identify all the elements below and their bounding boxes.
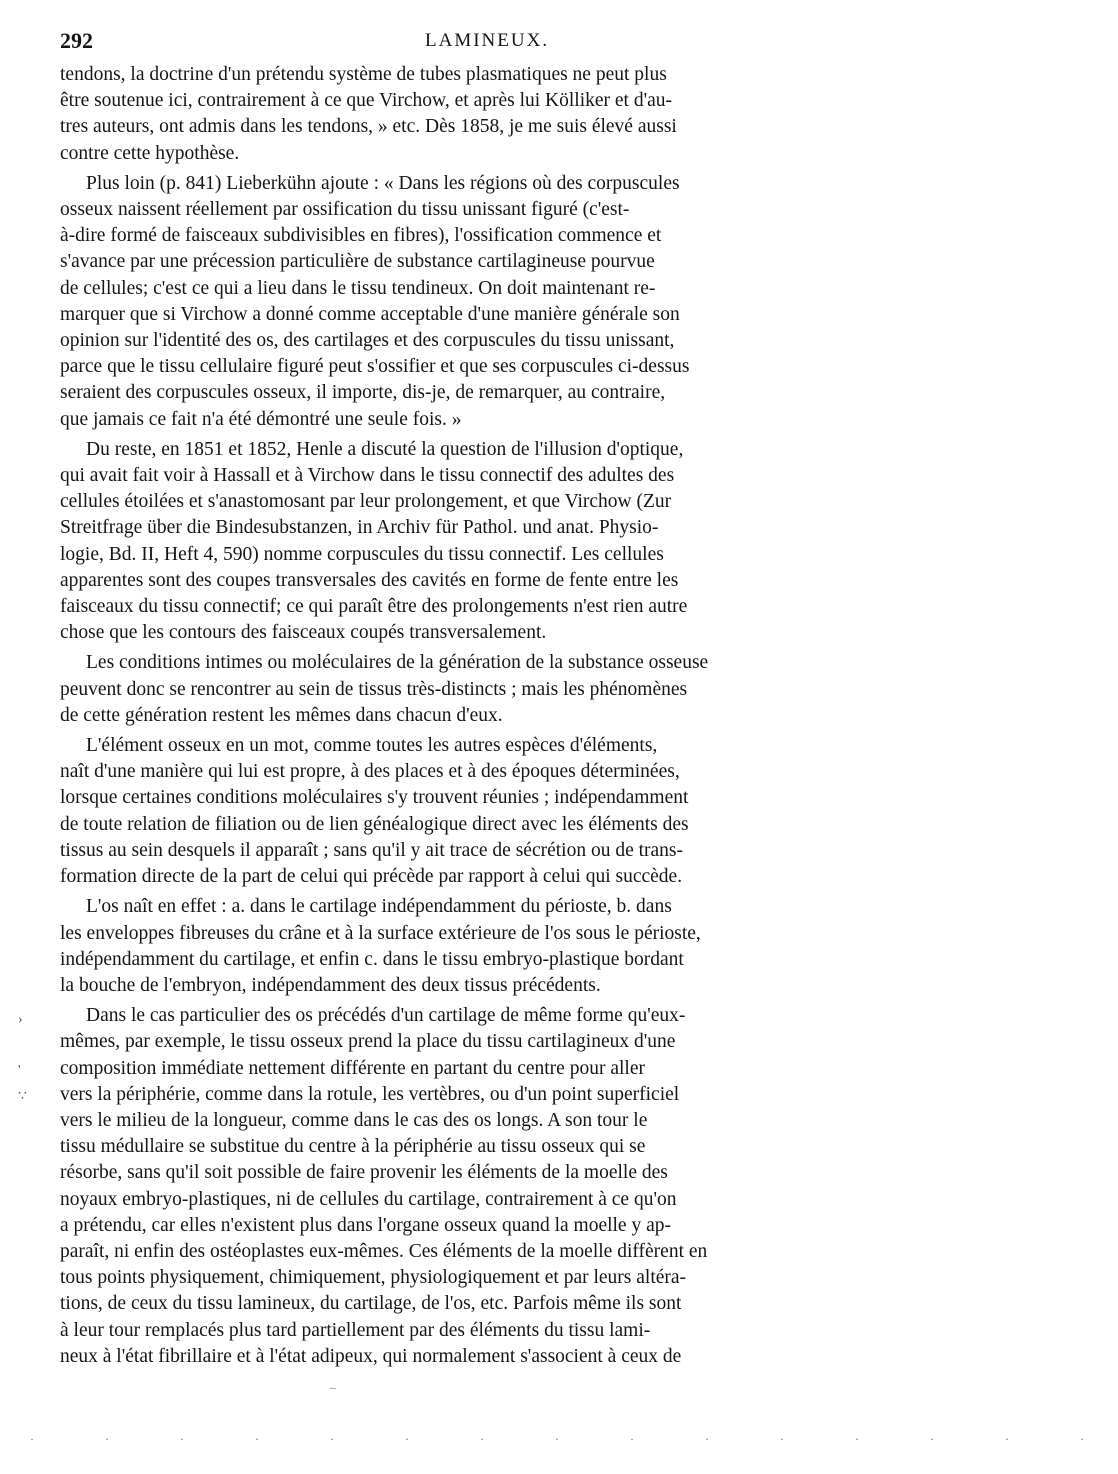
text-line: opinion sur l'identité des os, des cartilages et des corpuscules du tissu unissant,: [60, 330, 675, 352]
text-line: la bouche de l'embryon, indépendamment des deux tissus précédents.: [60, 974, 601, 996]
text-line: mêmes, par exemple, le tissu osseux prend la place du tissu cartilagineux d'une: [60, 1031, 676, 1053]
text-line: vers la périphérie, comme dans la rotule, les vertèbres, ou d'un point superficiel: [60, 1083, 680, 1105]
text-line: paraît, ni enfin des ostéoplastes eux-mêmes. Ces éléments de la moelle diffèrent en: [60, 1240, 708, 1262]
margin-mark: ': [18, 1063, 21, 1078]
text-line: Du reste, en 1851 et 1852, Henle a discuté la question de l'illusion d'optique,: [86, 438, 684, 460]
text-line: à leur tour remplacés plus tard partiellement par des éléments du tissu lami-: [60, 1319, 651, 1341]
text-line: indépendamment du cartilage, et enfin c. dans le tissu embryo-plastique bordant: [60, 948, 684, 970]
text-line: s'avance par une précession particulière de substance cartilagineuse pourvue: [60, 251, 655, 273]
paragraph: [60, 733, 780, 890]
text-line: tissu médullaire se substitue du centre à la périphérie au tissu osseux qui se: [60, 1136, 646, 1158]
text-line: lorsque certaines conditions moléculaires s'y trouvent réunies ; indépendamment: [60, 787, 689, 809]
paragraph: [60, 62, 780, 167]
paragraph: [60, 171, 780, 433]
text-line: tous points physiquement, chimiquement, physiologiquement et par leurs altéra-: [60, 1267, 687, 1289]
text-line: les enveloppes fibreuses du crâne et à la surface extérieure de l'os sous le périoste,: [60, 922, 701, 944]
page-number: 292: [60, 28, 93, 53]
text-line: de cellules; c'est ce qui a lieu dans le tissu tendineux. On doit maintenant re-: [60, 277, 656, 299]
text-line: logie, Bd. II, Heft 4, 590) nomme corpuscules du tissu connectif. Les cellules: [60, 543, 664, 565]
text-line: faisceaux du tissu connectif; ce qui paraît être des prolongements n'est rien autre: [60, 596, 688, 618]
paragraph: [60, 650, 780, 729]
text-line: résorbe, sans qu'il soit possible de faire provenir les éléments de la moelle des: [60, 1162, 668, 1184]
text-line: L'élément osseux en un mot, comme toutes les autres espèces d'éléments,: [86, 735, 658, 757]
margin-mark: ∵: [18, 1089, 27, 1104]
footer-specks: · · · · · · · · · · · · · · ·: [30, 1432, 1118, 1446]
paragraph: [60, 437, 780, 647]
paragraph: [60, 1003, 780, 1370]
print-speck: –: [330, 1380, 336, 1394]
text-line: de cette génération restent les mêmes dans chacun d'eux.: [60, 704, 503, 726]
text-line: peuvent donc se rencontrer au sein de tissus très-distincts ; mais les phénomènes: [60, 678, 688, 700]
text-line: tissus au sein desquels il apparaît ; sans qu'il y ait trace de sécrétion ou de trans-: [60, 839, 684, 861]
text-line: Plus loin (p. 841) Lieberkühn ajoute : « Dans les régions où des corpuscules: [86, 172, 680, 194]
text-line: que jamais ce fait n'a été démontré une seule fois. »: [60, 408, 462, 430]
text-line: L'os naît en effet : a. dans le cartilage indépendamment du périoste, b. dans: [86, 896, 672, 918]
text-line: Dans le cas particulier des os précédés d'un cartilage de même forme qu'eux-: [86, 1005, 686, 1027]
text-line: formation directe de la part de celui qui précède par rapport à celui qui succède.: [60, 866, 683, 888]
text-line: a prétendu, car elles n'existent plus dans l'organe osseux quand la moelle y ap-: [60, 1214, 671, 1236]
text-line: neux à l'état fibrillaire et à l'état adipeux, qui normalement s'associent à ceux de: [60, 1345, 682, 1367]
text-line: osseux naissent réellement par ossification du tissu unissant figuré (c'est-: [60, 199, 630, 221]
text-line: Streitfrage über die Bindesubstanzen, in Archiv für Pathol. und anat. Physio-: [60, 517, 659, 539]
text-line: composition immédiate nettement différente en partant du centre pour aller: [60, 1057, 645, 1079]
text-line: cellules étoilées et s'anastomosant par leur prolongement, et que Virchow (Zur: [60, 491, 672, 513]
paragraph: [60, 894, 780, 999]
text-line: tions, de ceux du tissu lamineux, du cartilage, de l'os, etc. Parfois même ils sont: [60, 1293, 682, 1315]
page-header: [60, 28, 780, 58]
text-line: naît d'une manière qui lui est propre, à des places et à des époques déterminées,: [60, 761, 680, 783]
text-line: vers le milieu de la longueur, comme dans le cas des os longs. A son tour le: [60, 1109, 648, 1131]
text-line: seraient des corpuscules osseux, il importe, dis-je, de remarquer, au contraire,: [60, 382, 666, 404]
text-line: chose que les contours des faisceaux coupés transversalement.: [60, 622, 547, 644]
text-line: à-dire formé de faisceaux subdivisibles en fibres), l'ossification commence et: [60, 225, 662, 247]
text-line: Les conditions intimes ou moléculaires de la génération de la substance osseuse: [86, 652, 709, 674]
text-line: marquer que si Virchow a donné comme acceptable d'une manière générale son: [60, 303, 680, 325]
running-title: LAMINEUX.: [425, 30, 550, 51]
text-line: noyaux embryo-plastiques, ni de cellules du cartilage, contrairement à ce qu'on: [60, 1188, 677, 1210]
text-line: tres auteurs, ont admis dans les tendons, » etc. Dès 1858, je me suis élevé aussi: [60, 116, 677, 138]
text-line: contre cette hypothèse.: [60, 142, 240, 164]
text-line: qui avait fait voir à Hassall et à Virchow dans le tissu connectif des adultes des: [60, 465, 675, 487]
text-line: être soutenue ici, contrairement à ce que Virchow, et après lui Kölliker et d'au-: [60, 90, 673, 112]
text-line: parce que le tissu cellulaire figuré peut s'ossifier et que ses corpuscules ci-dessus: [60, 356, 690, 378]
text-line: de toute relation de filiation ou de lien généalogique direct avec les éléments des: [60, 813, 689, 835]
text-line: tendons, la doctrine d'un prétendu système de tubes plasmatiques ne peut plus: [60, 64, 667, 85]
text-line: apparentes sont des coupes transversales des cavités en forme de fente entre les: [60, 569, 679, 591]
margin-mark: ›: [18, 1012, 23, 1027]
body-text: [60, 62, 780, 1374]
